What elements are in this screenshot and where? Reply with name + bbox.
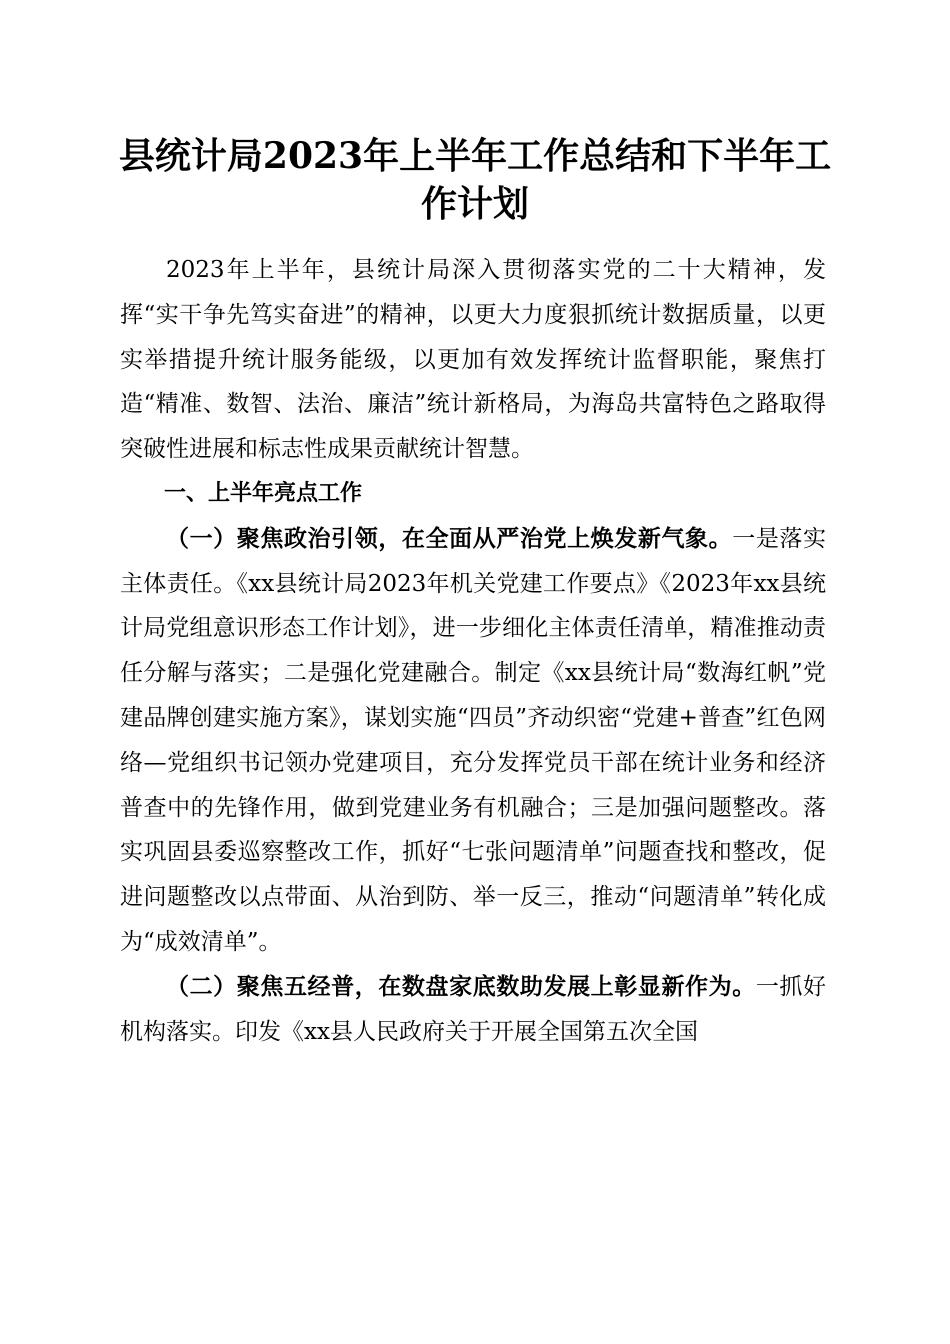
item-heading-1: （一）聚焦政治引领，在全面从严治党上焕发新气象。 xyxy=(166,524,733,552)
document-title: 县统计局2023年上半年工作总结和下半年工作计划 xyxy=(118,135,832,225)
intro-paragraph: 2023年上半年，县统计局深入贯彻落实党的二十大精神，发挥“实干争先笃实奋进”的精神，以更大力度狠抓统计数据质量，以更实举措提升统计服务能级，以更加有效发挥统计监督职能，聚焦打造“精准、数智、法治、廉洁”统计新格局，为海岛共富特色之路取得突破性进展和标志性成果贡献统计智慧。 xyxy=(120,257,826,463)
item-body-1: 一是落实主体责任。《xx县统计局2023年机关党建工作要点》《2023年xx县统计局党组意识形态工作计划》，进一步细化主体责任清单，精准推动责任分解与落实；二是强化党建融合。制定《xx县统计局“数海红帆”党建品牌创建实施方案》，谋划实施“四员”齐动织密“党建+普查”红色网络—党组织书记领办党建项目，充分发挥党员干部在统计业务和经济普查中的先锋作用，做到党建业务有机融合；三是加强问题整改。落实巩固县委巡察整改工作，抓好“七张问题清单”问题查找和整改，促进问题整改以点带面、从治到防、举一反三，推动“问题清单”转化成为“成效清单”。 xyxy=(120,525,827,955)
item-paragraph-1 xyxy=(120,517,826,965)
document-body xyxy=(120,248,826,1054)
item-body-2: 一抓好机构落实。印发《xx县人民政府关于开展全国第五次全国 xyxy=(120,973,827,1045)
item-paragraph-2 xyxy=(120,965,826,1055)
item-heading-2: （二）聚焦五经普，在数盘家底数助发展上彰显新作为。 xyxy=(166,972,756,1000)
section-heading: 一、上半年亮点工作 xyxy=(164,480,363,506)
